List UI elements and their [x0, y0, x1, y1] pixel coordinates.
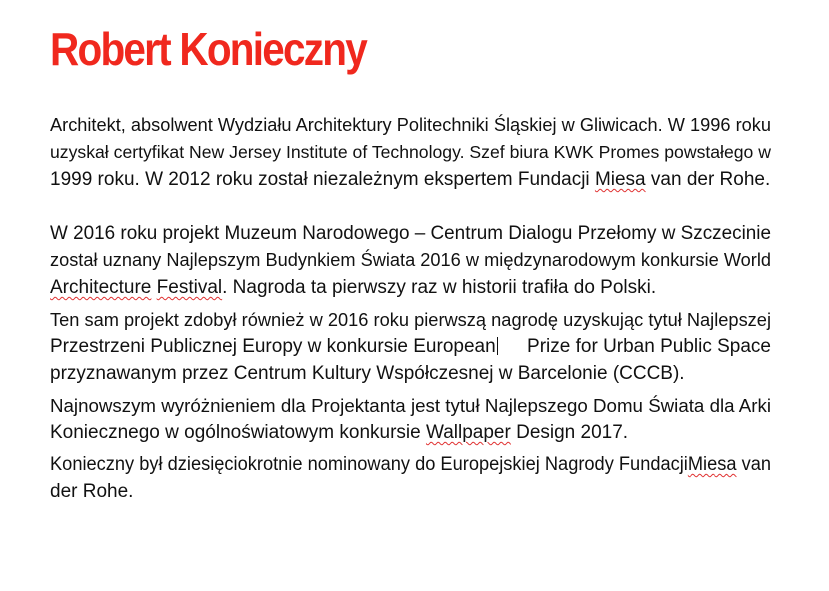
- paragraph-3-line-3: przyznawanym przez Centrum Kultury Współczesnej w Barcelonie (CCCB).: [50, 363, 685, 384]
- paragraph-1: [50, 112, 771, 193]
- spellcheck-word: Miesa: [687, 454, 737, 475]
- text-run: Przestrzeni Publicznej Europy w konkursie European: [50, 336, 496, 357]
- text-run: Design 2017.: [510, 422, 629, 443]
- text-run: 1999 roku. W 2012 roku został niezależnym ekspertem Fundacji: [50, 169, 595, 190]
- text-run: [50, 333, 499, 360]
- page-title: Robert Konieczny: [50, 23, 366, 75]
- text-run: . Nagroda ta pierwszy raz w historii trafiła do Polski.: [222, 277, 657, 298]
- text-cursor: [497, 337, 498, 355]
- paragraph-5: [50, 451, 771, 505]
- paragraph-1-line-2: uzyskał certyfikat New Jersey Institute of Technology. Szef biura KWK Promes powstałego w: [50, 142, 771, 162]
- text-run: van der Rohe.: [645, 169, 771, 190]
- spellcheck-word: Festival: [156, 277, 223, 298]
- paragraph-1-line-3: [50, 166, 770, 193]
- paragraph-1-line-1: Architekt, absolwent Wydziału Architektury Politechniki Śląskiej w Gliwicach. W 1996 roku: [50, 115, 771, 135]
- paragraph-4: [50, 392, 771, 446]
- paragraph-2-line-1: W 2016 roku projekt Muzeum Narodowego – Centrum Dialogu Przełomy w Szczecinie: [50, 223, 772, 244]
- paragraph-3: [50, 306, 771, 387]
- paragraph-2-line-2: został uznany Najlepszym Budynkiem Świata 2016 w międzynarodowym konkursie World: [50, 250, 771, 270]
- spellcheck-word: Miesa: [594, 169, 646, 190]
- paragraph-5-line-1: [50, 451, 772, 478]
- paragraph-3-line-1: Ten sam projekt zdobył również w 2016 roku pierwszą nagrodę uzyskując tytuł Najlepszej: [50, 309, 771, 330]
- text-run: Koniecznego w ogólnoświatowym konkursie: [50, 422, 426, 443]
- text-run: Prize for Urban Public Space: [527, 336, 771, 357]
- spellcheck-word: Architecture: [50, 277, 152, 298]
- paragraph-5-line-2: der Rohe.: [50, 481, 134, 502]
- paragraph-4-line-1: Najnowszym wyróżnieniem dla Projektanta jest tytuł Najlepszego Domu Świata dla Arki: [50, 395, 771, 416]
- paragraph-2: [50, 220, 771, 301]
- text-run: Konieczny był dziesięciokrotnie nominowany do Europejskiej Nagrody Fundacji: [50, 454, 688, 475]
- text-run: [688, 451, 771, 478]
- paragraph-3-line-2: [50, 333, 771, 360]
- paragraph-2-line-3: [50, 274, 656, 301]
- document-body[interactable]: [50, 112, 771, 505]
- spellcheck-word: Wallpaper: [425, 422, 511, 443]
- empty-line: [50, 193, 771, 220]
- paragraph-4-line-2: [50, 419, 628, 446]
- text-run: van: [736, 454, 772, 475]
